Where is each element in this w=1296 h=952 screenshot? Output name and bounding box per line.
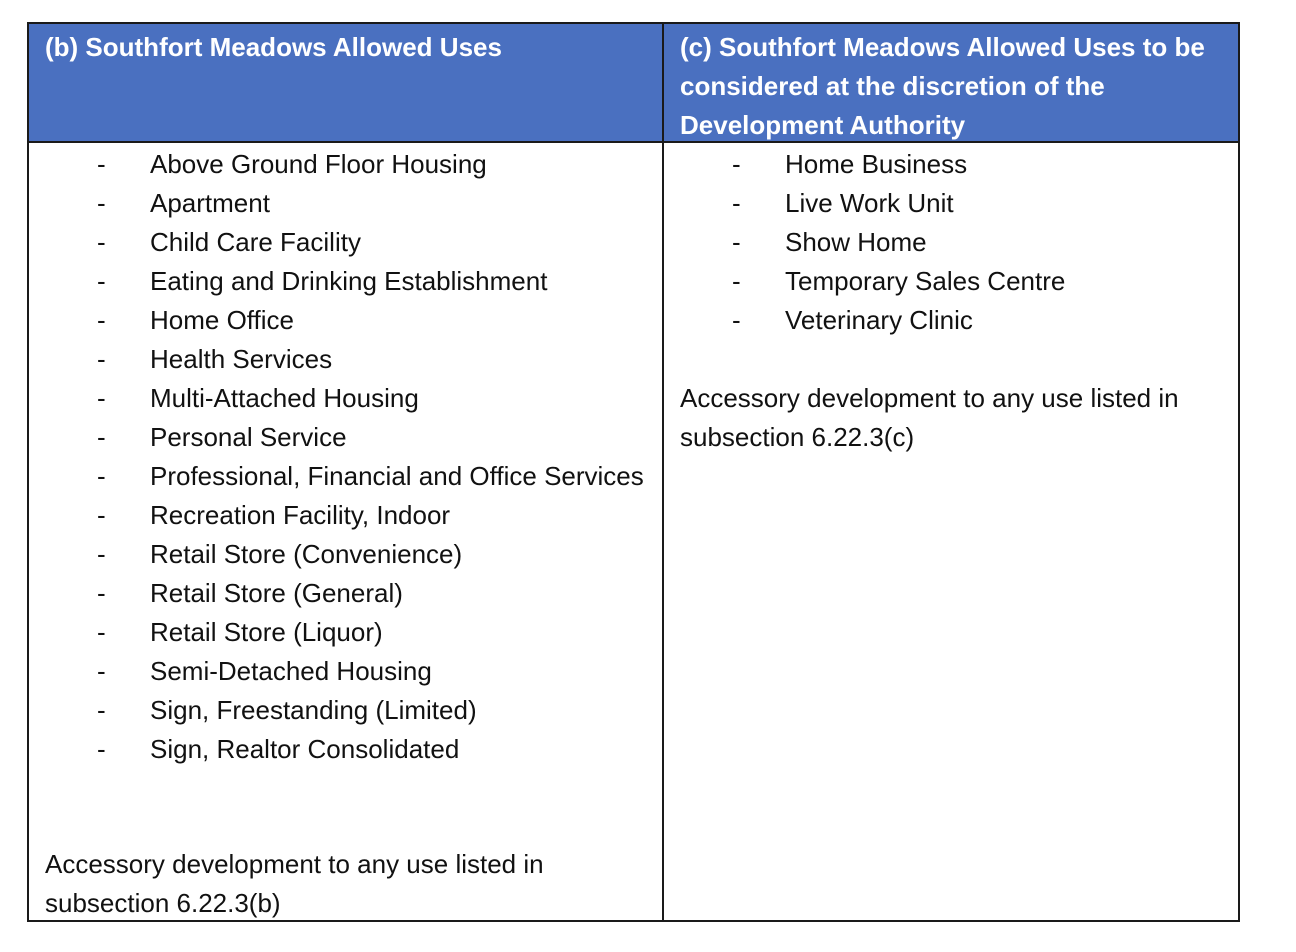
dash-bullet: -: [97, 617, 106, 647]
list-item-text: Eating and Drinking Establishment: [150, 266, 548, 296]
dash-bullet: -: [97, 656, 106, 686]
list-item-text: Apartment: [150, 188, 270, 218]
list-item-text: Above Ground Floor Housing: [150, 149, 487, 179]
list-item-text: Health Services: [150, 344, 333, 374]
list-item-text: Sign, Freestanding (Limited): [150, 695, 477, 725]
dash-bullet: -: [97, 578, 106, 608]
accessory-note-b: Accessory development to any use listed in subsection 6.22.3(b): [45, 849, 544, 918]
allowed-uses-table: [27, 22, 1240, 922]
column-b-header: (b) Southfort Meadows Allowed Uses: [29, 24, 664, 143]
list-item-text: Home Office: [150, 305, 295, 335]
list-item: [45, 262, 648, 301]
column-b-body: [29, 143, 664, 920]
dash-bullet: -: [97, 734, 106, 764]
list-item-text: Temporary Sales Centre: [785, 266, 1066, 296]
list-item: [45, 418, 648, 457]
dash-bullet: -: [97, 422, 106, 452]
list-item-text: Retail Store (Convenience): [150, 539, 463, 569]
dash-bullet: -: [97, 305, 106, 335]
list-item-text: Personal Service: [150, 422, 347, 452]
dash-bullet: -: [732, 305, 741, 335]
list-item: [45, 145, 648, 184]
list-item: [45, 379, 648, 418]
list-item: [45, 574, 648, 613]
list-item: [45, 652, 648, 691]
discretionary-uses-list: [680, 145, 1224, 340]
dash-bullet: -: [97, 383, 106, 413]
list-item: [680, 262, 1224, 301]
list-item-text: Multi-Attached Housing: [150, 383, 419, 413]
dash-bullet: -: [732, 266, 741, 296]
list-item-text: Retail Store (Liquor): [150, 617, 383, 647]
dash-bullet: -: [732, 188, 741, 218]
list-item: [45, 730, 648, 769]
list-item-text: Veterinary Clinic: [785, 305, 973, 335]
list-item-text: Recreation Facility, Indoor: [150, 500, 451, 530]
list-item: [680, 301, 1224, 340]
list-item: [45, 535, 648, 574]
list-item-text: Semi-Detached Housing: [150, 656, 432, 686]
dash-bullet: -: [97, 227, 106, 257]
dash-bullet: -: [97, 266, 106, 296]
list-item: [680, 223, 1224, 262]
list-item: [680, 184, 1224, 223]
list-item-text: Live Work Unit: [785, 188, 954, 218]
list-item: [45, 613, 648, 652]
dash-bullet: -: [97, 344, 106, 374]
list-item: [45, 691, 648, 730]
list-item-text: Home Business: [785, 149, 968, 179]
list-item: [45, 496, 648, 535]
list-item-text: Professional, Financial and Office Services: [150, 461, 644, 491]
list-item: [45, 340, 648, 379]
allowed-uses-list: [45, 145, 648, 769]
list-item: [45, 184, 648, 223]
accessory-note-c: Accessory development to any use listed in subsection 6.22.3(c): [680, 383, 1179, 452]
dash-bullet: -: [97, 539, 106, 569]
list-item: [45, 457, 648, 496]
list-item-text: Sign, Realtor Consolidated: [150, 734, 460, 764]
list-item-text: Child Care Facility: [150, 227, 361, 257]
dash-bullet: -: [97, 695, 106, 725]
list-item: [45, 301, 648, 340]
dash-bullet: -: [732, 227, 741, 257]
dash-bullet: -: [97, 461, 106, 491]
dash-bullet: -: [97, 149, 106, 179]
list-item: [680, 145, 1224, 184]
column-c-body: [664, 143, 1238, 920]
list-item: [45, 223, 648, 262]
column-c-header: (c) Southfort Meadows Allowed Uses to be considered at the discretion of the Development Authority: [664, 24, 1238, 143]
dash-bullet: -: [97, 188, 106, 218]
dash-bullet: -: [732, 149, 741, 179]
list-item-text: Retail Store (General): [150, 578, 403, 608]
dash-bullet: -: [97, 500, 106, 530]
list-item-text: Show Home: [785, 227, 927, 257]
